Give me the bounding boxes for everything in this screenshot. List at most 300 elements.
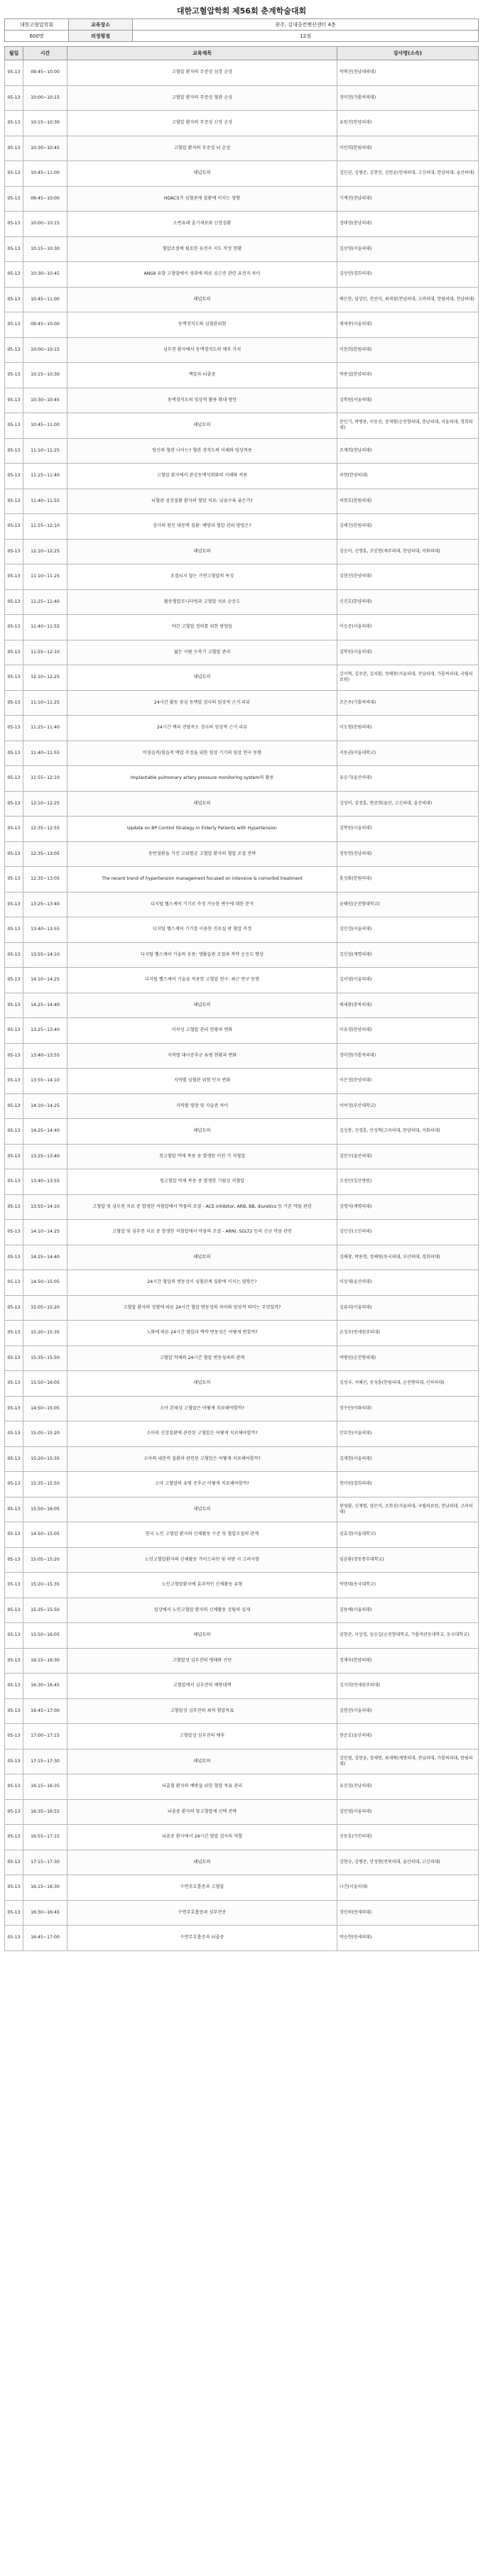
session-speaker: 김학원(서울의대) [337,817,479,842]
session-speaker: 문민기, 박병용, 이동선, 장재형(순천향의대, 충남의대, 서울의대, 경희의대) [337,413,479,439]
header-topic: 교육제목 [67,47,337,60]
session-date: 05-13 [5,136,23,161]
session-time: 10:45~11:00 [23,161,67,187]
session-time: 11:25~11:40 [23,716,67,741]
header-speaker: 강사명(소속) [337,47,479,60]
session-topic: 야간 고혈압 정의를 위한 방법들 [67,615,337,640]
session-date: 05-13 [5,111,23,136]
session-date: 05-13 [5,615,23,640]
session-topic: 뇌혈관 심장질환 환자의 혈압 치료: 낮을수록 좋은가? [67,489,337,514]
session-topic: 고혈압 환자의 무증상 혈관 손상 [67,85,337,111]
table-row [5,388,479,413]
session-topic: 지역별 영양 및 식습관 차이 [67,1093,337,1119]
session-time: 10:45~11:00 [23,287,67,312]
session-date: 05-13 [5,60,23,86]
session-date: 05-13 [5,363,23,388]
table-row [5,1900,479,1926]
session-speaker: 조은주(가톨릭의대) [337,690,479,716]
session-speaker: 김현진(서울의대) [337,1698,479,1724]
session-time: 11:55~12:10 [23,766,67,792]
session-speaker: 이민희(한림의대) [337,136,479,161]
session-topic: 이차성 고혈압 관리 현황과 변화 [67,1018,337,1044]
session-date: 05-13 [5,85,23,111]
session-topic: 심부전 환자에서 동맥경직도의 예후 가치 [67,337,337,363]
table-row [5,489,479,514]
session-time: 16:45~17:00 [23,1698,67,1724]
session-topic: 패널토의 [67,1623,337,1649]
session-date: 05-13 [5,841,23,867]
session-speaker: 김민수(울산의대) [337,1144,479,1169]
table-row [5,1093,479,1119]
table-row [5,262,479,288]
session-topic: 디지털 헬스케어 기술을 적용한 고혈압 연구: 최근 연구 동향 [67,968,337,993]
session-date: 05-13 [5,640,23,665]
session-date: 05-13 [5,968,23,993]
table-row [5,212,479,237]
table-row [5,1648,479,1674]
session-topic: 고혈압에서 심부전의 예방대책 [67,1674,337,1699]
session-topic: Implantable pulmonary artery pressure monitoring system의 활용 [67,766,337,792]
session-time: 09:45~10:00 [23,60,67,86]
session-date: 05-13 [5,1926,23,1951]
session-date: 05-13 [5,589,23,615]
session-speaker: 김승미, 신명훈, 조인현(제주의대, 한양의대, 이화의대) [337,539,479,564]
course-info-table [4,18,479,42]
session-topic: 활동혈압모니터링과 고혈압 치료 순응도 [67,589,337,615]
session-speaker: 신진호(한양의대) [337,589,479,615]
session-topic: 소아의 신장질환에 관련된 고혈압은 어떻게 치료해야할까? [67,1421,337,1447]
table-row [5,1144,479,1169]
session-date: 05-13 [5,1875,23,1901]
session-speaker: 김해진(한림의대) [337,514,479,540]
table-row [5,413,479,439]
session-topic: 패널토의 [67,413,337,439]
session-speaker: 정미현(가톨릭의대) [337,1043,479,1069]
session-date: 05-13 [5,1270,23,1296]
session-time: 15:35~15:50 [23,1598,67,1623]
session-time: 17:15~17:30 [23,1850,67,1875]
table-row [5,640,479,665]
session-topic: 고혈압 환자의 무증상 심장 손상 [67,60,337,86]
session-speaker: 김명석(계명의대) [337,1194,479,1220]
table-row [5,539,479,564]
session-topic: 고혈압 약제와 24시간 혈압 변동성과의 관계 [67,1346,337,1371]
session-time: 11:10~11:25 [23,438,67,464]
table-row [5,1346,479,1371]
session-time: 11:10~11:25 [23,690,67,716]
session-topic: 동맥경직도와 심혈관위험 [67,312,337,338]
session-speaker: 김민정(서울의대) [337,917,479,943]
session-topic: 패널토의 [67,1119,337,1145]
session-topic: 젊은 사람 수축기 고혈압 관리 [67,640,337,665]
session-speaker: 이찬희(한림의대) [337,337,479,363]
session-speaker: 이은정(한양의대) [337,1069,479,1094]
session-time: 10:15~10:30 [23,236,67,262]
table-row [5,817,479,842]
session-date: 05-13 [5,1598,23,1623]
schedule-body [5,60,479,1951]
session-speaker: 김서영(서울의대) [337,968,479,993]
table-row [5,716,479,741]
table-row [5,1220,479,1245]
credit-value: 12점 [133,31,479,42]
session-speaker: 김해창, 박용현, 정해원(동국의대, 부산의대, 경희의대) [337,1245,479,1270]
session-date: 05-13 [5,1724,23,1750]
session-topic: 뇌졸중 환자에서 24시간 혈압 검사의 역할 [67,1825,337,1850]
session-time: 13:25~13:40 [23,1018,67,1044]
session-topic: 뇌출혈 환자의 예방을 위한 혈압 목표 관리 [67,1774,337,1800]
session-speaker: 김지희(연세원주의대) [337,1674,479,1699]
session-speaker: 김학원(서울의대) [337,640,479,665]
table-row [5,111,479,136]
session-date: 05-13 [5,464,23,489]
session-speaker: 정미현(가톨릭의대) [337,85,479,111]
session-date: 05-13 [5,489,23,514]
session-speaker: 이상재(울산의대) [337,1270,479,1296]
session-topic: Update on BP Control Strategy in Elderly Patients with Hypertension [67,817,337,842]
organizer-value: 대한고혈압학회 [5,19,69,31]
session-time: 14:25~14:40 [23,993,67,1018]
session-time: 13:25~13:40 [23,892,67,917]
session-time: 15:05~15:20 [23,1295,67,1321]
session-speaker: 조재희(전남의대) [337,438,479,464]
session-speaker: 배은한, 임상민, 전선미, 최재철(전남의대, 고려의대, 한림의대, 전남의대) [337,287,479,312]
session-topic: 소변유래 줄기세포와 신장질환 [67,212,337,237]
session-topic: 동반질환을 가진 고위험군 고혈압 환자의 혈압 조절 전략 [67,841,337,867]
session-time: 16:15~16:30 [23,1648,67,1674]
session-speaker: 현준호(울산의대) [337,1724,479,1750]
session-time: 10:00~10:15 [23,337,67,363]
session-date: 05-13 [5,741,23,766]
session-date: 05-13 [5,161,23,187]
session-date: 05-13 [5,1497,23,1522]
session-topic: 뇌졸중 환자의 항고혈압제 선택 전략 [67,1799,337,1825]
session-time: 10:30~10:45 [23,136,67,161]
session-topic: 수면무호흡증과 뇌졸중 [67,1926,337,1951]
session-time: 13:40~13:55 [23,1169,67,1195]
session-speaker: 김성국, 서혜선, 송성훈(한림의대, 순천향의대, 인하의대) [337,1371,479,1397]
table-row [5,1245,479,1270]
table-row [5,1119,479,1145]
table-row [5,1321,479,1346]
session-speaker: 박종섭(한양의대) [337,363,479,388]
session-date: 05-13 [5,1119,23,1145]
session-date: 05-13 [5,1295,23,1321]
session-time: 11:40~11:55 [23,489,67,514]
session-speaker: 정동현(전남의대) [337,841,479,867]
session-time: 14:10~14:25 [23,1220,67,1245]
session-date: 05-13 [5,1396,23,1421]
session-date: 05-13 [5,1850,23,1875]
session-date: 05-13 [5,212,23,237]
session-speaker: 김학원(서울의대) [337,388,479,413]
session-speaker: 이도형(한림의대) [337,716,479,741]
session-topic: 수면무호흡증과 심부전증 [67,1900,337,1926]
session-date: 05-13 [5,1169,23,1195]
session-topic: HDAC5가 심혈관계 질환에 미치는 영향 [67,186,337,212]
table-row [5,161,479,187]
table-row [5,665,479,691]
session-speaker: 김용배(서울의대) [337,1598,479,1623]
session-date: 05-13 [5,1346,23,1371]
session-speaker: 정수민(이화의대) [337,1396,479,1421]
session-time: 15:20~15:35 [23,1321,67,1346]
session-topic: 고혈압성 심부전의 병태와 진단 [67,1648,337,1674]
session-topic: 패널토의 [67,1497,337,1522]
table-row [5,1774,479,1800]
session-date: 05-13 [5,1573,23,1598]
session-date: 05-13 [5,1825,23,1850]
session-date: 05-13 [5,1144,23,1169]
header-time: 시간 [23,47,67,60]
session-time: 12:10~12:25 [23,539,67,564]
session-time: 09:45~10:00 [23,186,67,212]
table-row [5,312,479,338]
session-date: 05-13 [5,867,23,893]
session-date: 05-13 [5,514,23,540]
session-speaker: 허현호(한림의대) [337,489,479,514]
session-time: 10:30~10:45 [23,262,67,288]
session-date: 05-13 [5,337,23,363]
table-row [5,1698,479,1724]
document-title: 대한고혈압학회 제56회 춘계학술대회 [176,6,307,16]
session-date: 05-13 [5,1043,23,1069]
table-row [5,564,479,590]
session-speaker: 김인철(계명의대) [337,942,479,968]
session-time: 13:25~13:40 [23,1144,67,1169]
session-topic: 고혈압성 심부전의 최적 혈압목표 [67,1698,337,1724]
table-row [5,186,479,212]
session-topic: 한국 노인 고혈압 환자의 신체활동 수준 및 혈압조절의 관계 [67,1522,337,1548]
session-date: 05-13 [5,1220,23,1245]
session-date: 05-13 [5,1749,23,1774]
session-topic: 24시간 활동 중심 동맥압 검사의 임상적 근거 리뷰 [67,690,337,716]
session-speaker: 권현준, 이상경, 임승길(순천향대학교, 가톨릭관동대학교, 동국대학교) [337,1623,479,1649]
session-time: 16:30~16:45 [23,1900,67,1926]
table-row [5,1270,479,1296]
session-date: 05-13 [5,413,23,439]
session-topic: The recent trend of hypertension management focused on intensive & comorbid treatment [67,867,337,893]
session-topic: 청고혈압 약제 복용 중 발생한 이런 기 저혈압 [67,1144,337,1169]
table-row [5,438,479,464]
table-row [5,615,479,640]
session-speaker: 박병원(순천향의대) [337,1346,479,1371]
session-time: 10:30~10:45 [23,388,67,413]
session-date: 05-13 [5,1321,23,1346]
table-row [5,1598,479,1623]
session-speaker: 강성익, 김정훈, 현준희(울산, 고신의대, 울산의대) [337,791,479,817]
table-row [5,993,479,1018]
table-row [5,942,479,968]
session-time: 16:30~16:45 [23,1674,67,1699]
table-row [5,841,479,867]
table-row [5,1472,479,1497]
venue-value: 광주, 김대중컨벤션센터 4층 [133,19,479,31]
session-speaker: 채세종(서울의대) [337,312,479,338]
table-row [5,287,479,312]
table-row [5,337,479,363]
session-topic: 고혈압 환자의 무증상 뇌 손상 [67,136,337,161]
table-row [5,1573,479,1598]
session-topic: 패널토의 [67,161,337,187]
session-time: 14:50~15:05 [23,1396,67,1421]
session-speaker: 김민철, 김현웅, 정재현, 최재혁(계명의대, 전남의대, 가톨릭의대, 한림의대) [337,1749,479,1774]
session-topic: 고혈압 환자에서 관상동맥석회화의 이해와 적용 [67,464,337,489]
session-topic: 24시간 혈압의 변동성이 심혈관계 질환에 미치는 영향은? [67,1270,337,1296]
session-date: 05-13 [5,1522,23,1548]
table-row [5,1674,479,1699]
session-time: 13:55~14:10 [23,1069,67,1094]
session-speaker: 현미원(경희의대) [337,1472,479,1497]
session-time: 10:00~10:15 [23,85,67,111]
session-time: 11:10~11:25 [23,564,67,590]
session-topic: 혈압조절에 필요한 유전자 지도 작성 현황 [67,236,337,262]
header-date: 월일 [5,47,23,60]
session-date: 05-13 [5,690,23,716]
session-time: 13:55~14:10 [23,942,67,968]
session-speaker: 손정우(연세원주의대) [337,1321,479,1346]
session-topic: 패널토의 [67,665,337,691]
table-row [5,363,479,388]
session-topic: 고혈압성 심부전의 예후 [67,1724,337,1750]
session-speaker: 봉영환, 신재형, 양은미, 조희진(서울의대, 국립의료원, 전남의대, 고려의대) [337,1497,479,1522]
table-row [5,1497,479,1522]
session-date: 05-13 [5,1069,23,1094]
session-date: 05-13 [5,1018,23,1044]
session-time: 12:35~13:05 [23,867,67,893]
session-speaker: 권효경(서울대학교) [337,1522,479,1548]
session-speaker: 정재욱(한양의대) [337,1648,479,1674]
session-speaker: 서동권(서울대학교) [337,741,479,766]
table-row [5,1194,479,1220]
session-time: 15:05~15:20 [23,1421,67,1447]
session-time: 14:10~14:25 [23,1093,67,1119]
table-row [5,136,479,161]
session-topic: 패널토의 [67,1850,337,1875]
table-row [5,236,479,262]
session-time: 16:15~16:30 [23,1875,67,1901]
session-time: 17:15~17:30 [23,1749,67,1774]
session-time: 11:25~11:40 [23,464,67,489]
session-speaker: 정태영(충남의대) [337,212,479,237]
session-date: 05-13 [5,1900,23,1926]
session-date: 05-13 [5,1547,23,1573]
session-time: 10:45~11:00 [23,413,67,439]
session-topic: 임상에서 노인고혈압 환자의 신체활동 상담의 실제 [67,1598,337,1623]
session-time: 16:15~16:35 [23,1774,67,1800]
table-row [5,1522,479,1548]
table-row [5,867,479,893]
info-row [5,31,479,42]
table-row [5,514,479,540]
session-date: 05-13 [5,817,23,842]
session-speaker: 김민영(서울의대) [337,1799,479,1825]
session-time: 11:55~12:10 [23,514,67,540]
session-time: 15:20~15:35 [23,1573,67,1598]
table-row [5,1724,479,1750]
table-row [5,1825,479,1850]
session-date: 05-13 [5,1093,23,1119]
session-date: 05-13 [5,236,23,262]
session-speaker: 김성봉, 신경훈, 안성혁(고려의대, 한양의대, 이화의대) [337,1119,479,1145]
session-date: 05-13 [5,1245,23,1270]
session-date: 05-13 [5,186,23,212]
session-speaker: 안요한(서울의대) [337,1421,479,1447]
session-topic: 소아 고혈압의 유병 증후군 어떻게 치료해야할까? [67,1472,337,1497]
session-time: 14:50~15:05 [23,1270,67,1296]
session-date: 05-13 [5,791,23,817]
table-row [5,1069,479,1094]
session-time: 14:50~15:05 [23,1522,67,1548]
session-speaker: 신동훈(가천의대) [337,1825,479,1850]
session-topic: ANGⅡ 유발 고혈압에서 생쥐에 따른 심근증 관련 유전자 차이 [67,262,337,288]
session-topic: 고혈압 및 심부전 치료 중 발생한 저혈압에서 약물의 조절 - ACE inhibitor, ARB, BB, diuretics 등 기존 약물 관련 [67,1194,337,1220]
session-topic: 수면무호흡증과 고혈압 [67,1875,337,1901]
session-speaker: 홍성화(한림의대) [337,867,479,893]
session-date: 05-13 [5,1774,23,1800]
session-speaker: 강서혁, 김주찬, 김치환, 정해봉(서울의대, 전남의대, 가톨릭의대, 국립의료원) [337,665,479,691]
session-time: 10:15~10:30 [23,363,67,388]
session-date: 05-13 [5,993,23,1018]
session-speaker: 이승준(서울의대) [337,615,479,640]
table-row [5,1799,479,1825]
session-speaker: 배세환(충북의대) [337,993,479,1018]
session-speaker: 허현(한양의대) [337,464,479,489]
session-topic: 검사의 원인 대동맥 질환: 예방과 혈압 관리 방법은? [67,514,337,540]
session-speaker: 박승현(연세의대) [337,1926,479,1951]
session-time: 15:20~15:35 [23,1446,67,1472]
session-speaker: 나건(서울의대) [337,1875,479,1901]
session-date: 05-13 [5,716,23,741]
session-date: 05-13 [5,388,23,413]
table-row [5,917,479,943]
session-time: 11:55~12:10 [23,640,67,665]
session-time: 12:35~12:55 [23,817,67,842]
session-time: 15:50~16:05 [23,1371,67,1397]
session-topic: 당신의 혈관 나이는? 혈관 경직도의 이해와 임상적용 [67,438,337,464]
session-topic: 노화에 따른 24시간 혈압과 맥박 변동성은 어떻게 변할까? [67,1321,337,1346]
session-topic: 디지털 헬스케어 기기를 이용한 진료실 밖 혈압 측정 [67,917,337,943]
table-row [5,1043,479,1069]
session-speaker: 유원진(한양의대) [337,111,479,136]
session-time: 15:50~16:05 [23,1497,67,1522]
session-time: 15:35~15:50 [23,1472,67,1497]
session-time: 15:50~16:05 [23,1623,67,1649]
session-date: 05-13 [5,1446,23,1472]
session-topic: 노인고혈압환자의 신체활동 가이드라인 및 처방 시 고려사항 [67,1547,337,1573]
session-time: 15:05~15:20 [23,1547,67,1573]
session-date: 05-13 [5,1194,23,1220]
session-date: 05-13 [5,1648,23,1674]
session-time: 11:40~11:55 [23,741,67,766]
session-time: 13:40~13:55 [23,917,67,943]
session-date: 05-13 [5,1371,23,1397]
session-speaker: 김민상(고신의대) [337,1220,479,1245]
session-topic: 디지털 헬스케어 기기로 측정 가능한 변수에 대한 분석 [67,892,337,917]
session-topic: 비침습적/침습적 맥압 측정을 위한 임상 기기의 임상 연구 동향 [67,741,337,766]
table-row [5,60,479,86]
session-topic: 패널토의 [67,1749,337,1774]
table-row [5,1623,479,1649]
session-date: 05-13 [5,942,23,968]
session-speaker: 박현태(동국대학교) [337,1573,479,1598]
session-time: 16:45~17:00 [23,1926,67,1951]
session-date: 05-13 [5,665,23,691]
session-topic: 조절되지 않는 가면고혈압의 특징 [67,564,337,590]
session-topic: 패널토의 [67,287,337,312]
session-speaker: 김선영(서울의대) [337,236,479,262]
session-date: 05-13 [5,287,23,312]
